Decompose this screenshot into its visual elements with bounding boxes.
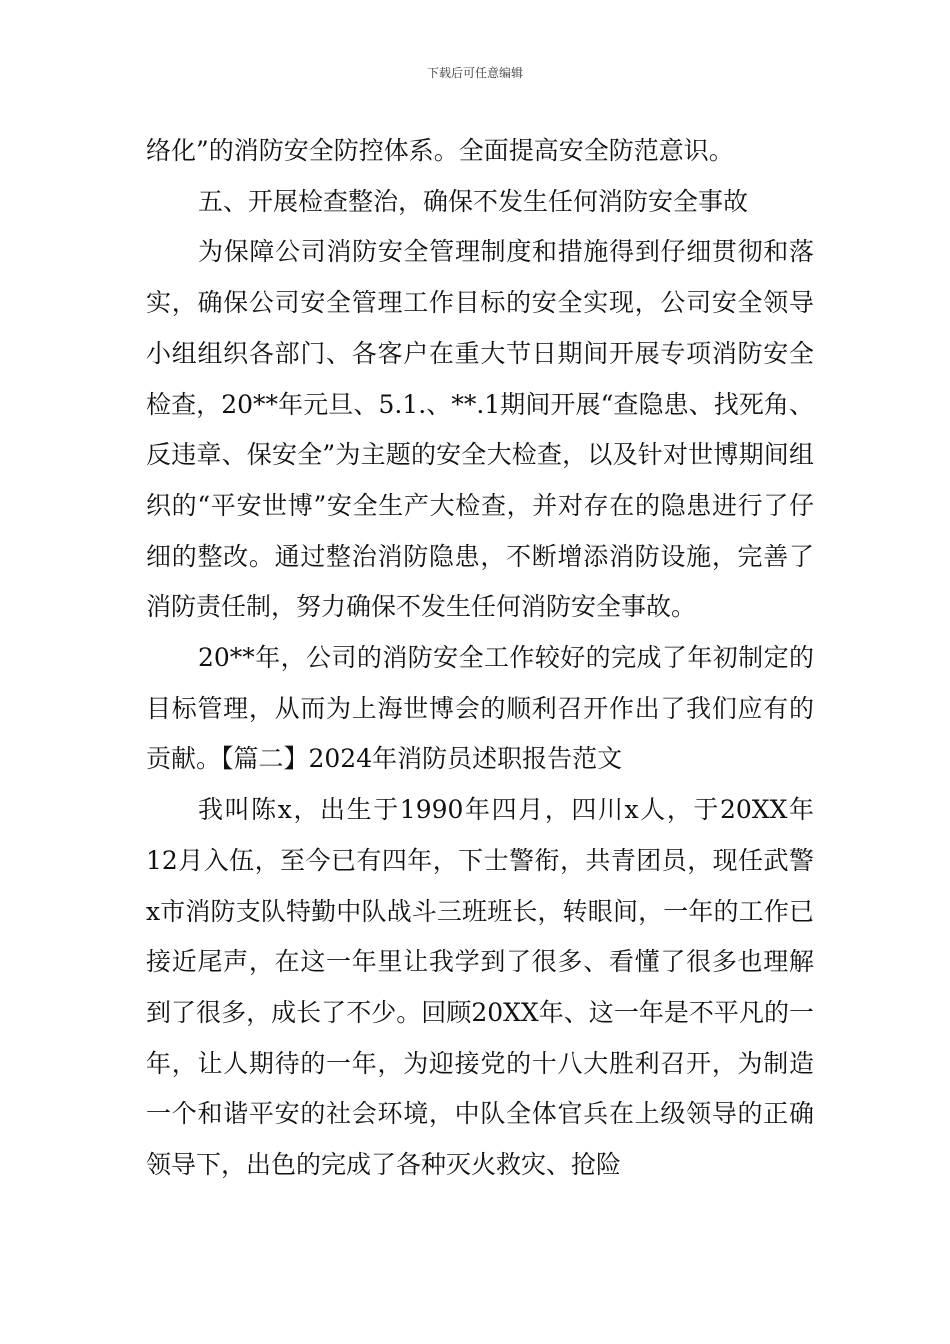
paragraph-5: 我叫陈x，出生于1990年四月，四川x人，于20XX年12月入伍，至今已有四年，下士警衔，共青团员，现任武警x市消防支队特勤中队战斗三班班长，转眼间，一年的工作已接近尾声，在这一年里让我学到了很多、看懂了很多也理解到了很多，成长了不少。回顾20XX年、这一年是不平凡的一年，让人期待的一年，为迎接党的十八大胜利召开，为制造一个和谐平安的社会环境，中队全体官兵在上级领导的正确领导下，出色的完成了各种灭火救灾、抢险 [146, 795, 814, 1180]
page-header: 下载后可任意编辑 [426, 66, 523, 80]
paragraph-1: 络化”的消防安全防控体系。全面提高安全防范意识。 [146, 136, 734, 165]
section-heading-5: 五、开展检查整治，确保不发生任何消防安全事故 [198, 186, 749, 216]
document-body [146, 126, 814, 1191]
paragraph-3: 为保障公司消防安全管理制度和措施得到仔细贯彻和落实，确保公司安全管理工作目标的安全实现，公司安全领导小组组织各部门、各客户在重大节日期间开展专项消防安全检查，20**年元旦、5.1.、**.1期间开展“查隐患、找死角、反违章、保安全”为主题的安全大检查，以及针对世博期间组织的“平安世博”安全生产大检查，并对存在的隐患进行了仔细的整改。通过整治消防隐患，不断增添消防设施，完善了消防责任制，努力确保不发生任何消防安全事故。 [146, 237, 814, 622]
paragraph-4: 20**年，公司的消防安全工作较好的完成了年初制定的目标管理，从而为上海世博会的顺利召开作出了我们应有的贡献。【篇二】2024年消防员述职报告范文 [146, 643, 814, 774]
